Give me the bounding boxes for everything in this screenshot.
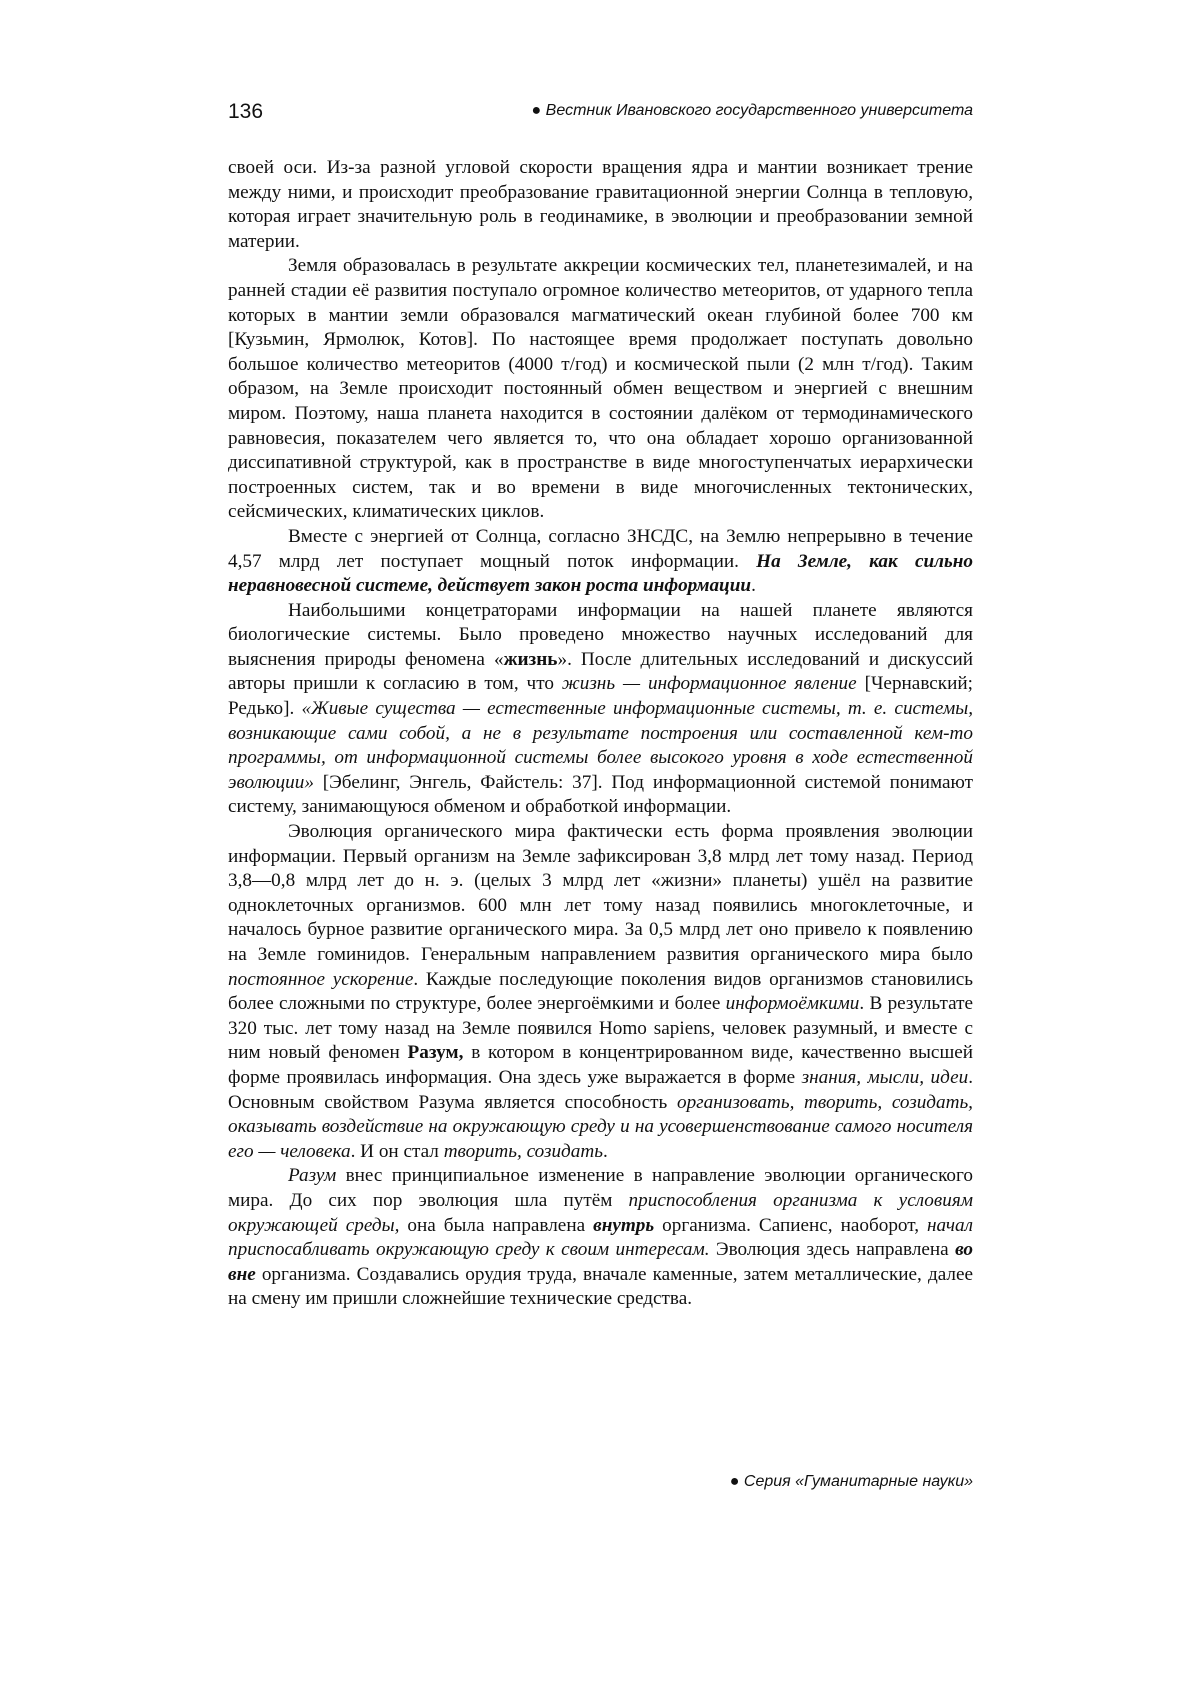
text-run: Вместе с энергией от Солнца, согласно ЗНСДС, на Землю непрерывно в течение 4,57 млрд лет поступает мощный поток информации. [228, 526, 973, 572]
page-number: 136 [228, 100, 263, 124]
bullet-icon: ● [532, 102, 542, 119]
journal-title-text: Вестник Ивановского государственного университета [546, 102, 973, 119]
italic-run: начал приспосабливать окружающую среду к своим интересам. [228, 1215, 973, 1261]
journal-page [0, 0, 1200, 1697]
text-run: ». После длительных исследований и дискуссий авторы пришли к согласию в том, что [228, 649, 973, 695]
paragraph-5 [228, 820, 973, 1164]
text-run: . В результате 320 тыс. лет тому назад на Земле появился Homo sapiens, человек разумный, и вместе с ним новый феномен [228, 993, 973, 1063]
journal-title [532, 102, 973, 120]
italic-run: жизнь — информационное явление [562, 673, 857, 694]
bold-run: Разум, [408, 1042, 464, 1063]
text-run: Эволюция здесь направлена [710, 1239, 956, 1260]
paragraph-2 [228, 254, 973, 525]
text-run: Земля образовалась в результате аккреции космических тел, планетезималей, и на ранней стадии её развития поступало огромное количество метеоритов, от ударного тепла которых в мантии земли образовался магматический океан глубиной более 700 км [Кузьмин, Ярмолюк, Котов]. По настоящее время продолжает поступать довольно большое количество метеоритов (4000 т/год) и космической пыли (2 млн т/год). Таким образом, на Земле происходит постоянный обмен веществом и энергией с внешним миром. Поэтому, наша планета находится в состоянии далёком от термодинамического равновесия, показателем чего является то, что она обладает хорошо организованной диссипативной структурой, как в пространстве в виде многоступенчатых иерархически построенных систем, так и во времени в виде многочисленных тектонических, сейсмических, климатических циклов. [228, 255, 973, 522]
paragraph-4 [228, 599, 973, 820]
italic-run: организовать, творить, созидать, оказывать воздействие на окружающую среду и на усовершенствование самого носителя его — человека [228, 1092, 973, 1162]
bold-italic-run: внутрь [593, 1215, 654, 1236]
article-body [228, 156, 973, 1312]
text-run: [Эбелинг, Энгель, Файстель: 37]. Под информационной системой понимают систему, занимающуюся обменом и обработкой информации. [228, 772, 973, 818]
italic-run: приспособления организма к условиям окружающей среды, [228, 1190, 973, 1236]
paragraph-6 [228, 1164, 973, 1312]
text-run: организма. Создавались орудия труда, вначале каменные, затем металлические, далее на смену им пришли сложнейшие технические средства. [228, 1264, 973, 1310]
text-run: внес принципиальное изменение в направление эволюции органического мира. До сих пор эволюция шла путём [228, 1165, 973, 1211]
paragraph-1 [228, 156, 973, 254]
bold-italic-run: На Земле, как сильно неравновесной системе, действует закон роста информации [228, 551, 973, 597]
text-run: . Каждые последующие поколения видов организмов становились более сложными по структуре, более энергоёмкими и более [228, 969, 973, 1015]
page-footer [730, 1473, 973, 1491]
italic-run: знания, мысли, идеи [802, 1067, 969, 1088]
text-run: организма. Сапиенс, наоборот, [654, 1215, 927, 1236]
text-run: . И он стал [351, 1141, 444, 1162]
text-run: . [751, 575, 756, 596]
series-title: Серия «Гуманитарные науки» [744, 1473, 973, 1490]
italic-run: Разум [288, 1165, 336, 1186]
page-header [228, 100, 973, 134]
text-run: . [603, 1141, 608, 1162]
paragraph-3 [228, 525, 973, 599]
bullet-icon: ● [730, 1473, 740, 1490]
italic-run: «Живые существа — естественные информационные системы, т. е. системы, возникающие сами собой, а не в результате построения или составленной кем-то программы, от информационной системы более высокого уровня в ходе естественной эволюции» [228, 698, 973, 793]
text-run: Наибольшими концетраторами информации на нашей планете являются биологические системы. Было проведено множество научных исследований для выяснения природы феномена « [228, 600, 973, 670]
text-run: . Основным свойством Разума является способность [228, 1067, 973, 1113]
italic-run: информоёмкими [726, 993, 860, 1014]
text-run: Эволюция органического мира фактически есть форма проявления эволюции информации. Первый организм на Земле зафиксирован 3,8 млрд лет тому назад. Период 3,8—0,8 млрд лет до н. э. (целых 3 млрд лет «жизни» планеты) ушёл на развитие одноклеточных организмов. 600 млн лет тому назад появились многоклеточные, и началось бурное развитие органического мира. За 0,5 млрд лет оно привело к появлению на Земле гоминидов. Генеральным направлением развития органического мира было [228, 821, 973, 965]
bold-italic-run: во вне [228, 1239, 973, 1285]
text-run: [Чернавский; Редько]. [228, 673, 973, 719]
italic-run: постоянное ускорение [228, 969, 413, 990]
text-run: своей оси. Из-за разной угловой скорости вращения ядра и мантии возникает трение между ними, и происходит преобразование гравитационной энергии Солнца в тепловую, которая играет значительную роль в геодинамике, в эволюции и преобразовании земной материи. [228, 157, 973, 252]
text-run: в котором в концентрированном виде, качественно высшей форме проявилась информация. Она здесь уже выражается в форме [228, 1042, 973, 1088]
italic-run: творить, созидать [444, 1141, 603, 1162]
bold-run: жизнь [504, 649, 558, 670]
text-run: она была направлена [399, 1215, 593, 1236]
